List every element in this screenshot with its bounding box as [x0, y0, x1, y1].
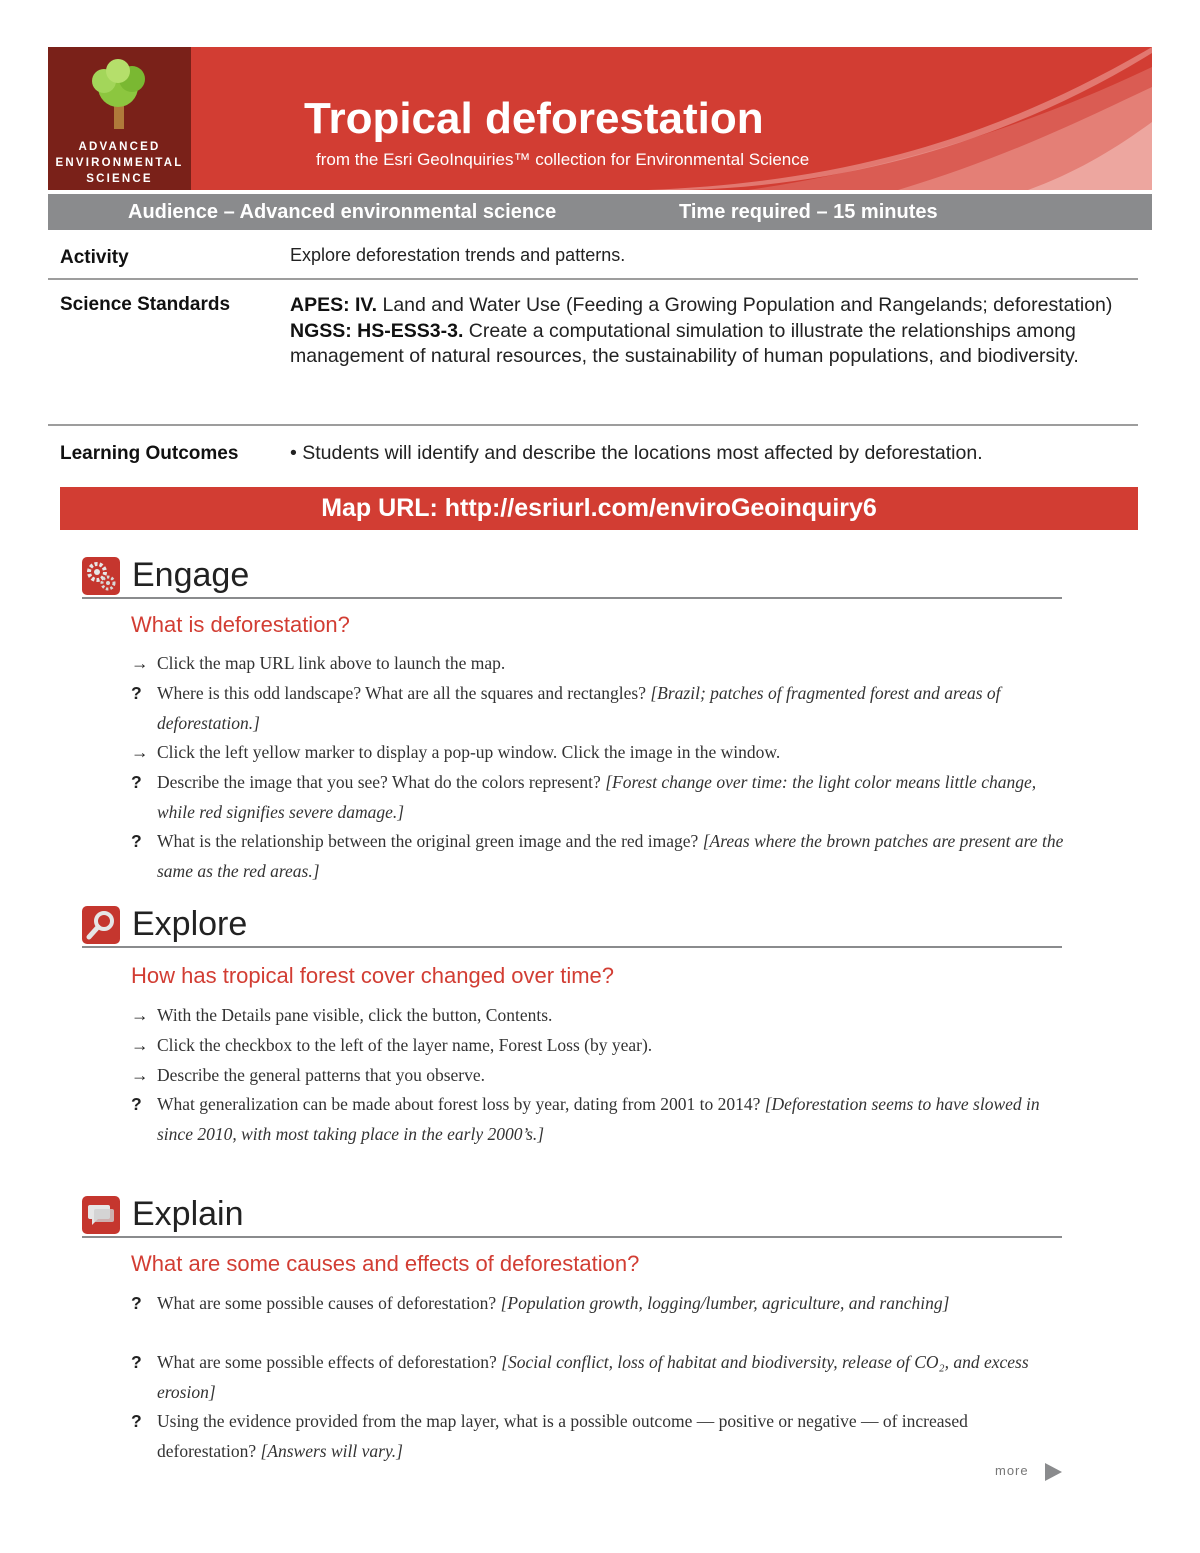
bullet-arrow: → [131, 653, 149, 673]
item-answer: [Forest change over time: the light color means little change, while red signifies severe damage.] [157, 772, 1037, 822]
item-text: What is the relationship between the original green image and the red image? [157, 831, 703, 851]
item-text: Using the evidence provided from the map layer, what is a possible outcome — positive or negative — of increased deforestation? [157, 1411, 968, 1461]
ngss-standard [290, 319, 1136, 370]
logo-line: ENVIRONMENTAL [55, 157, 184, 169]
item-text: Where is this odd landscape? What are all the squares and rectangles? [157, 683, 651, 703]
item-text: What generalization can be made about forest loss by year, dating from 2001 to 2014? [157, 1094, 765, 1114]
engage-section-header [82, 553, 1062, 599]
apes-standard [290, 293, 1136, 319]
logo-line: ADVANCED [78, 141, 161, 153]
audience-label: Audience – Advanced environmental science [128, 201, 557, 223]
item-text: Click the map URL link above to launch the map. [157, 653, 506, 673]
play-arrow-icon[interactable] [1042, 1461, 1064, 1483]
activity-row [48, 240, 1138, 280]
gears-icon [82, 557, 120, 595]
explain-question: What are some causes and effects of deforestation? [131, 1251, 640, 1276]
ngss-text: Create a computational simulation to illustrate the relationships among management of natural resources, the sustainability of human populations, and biodiversity. [290, 319, 1079, 367]
science-standards-row [48, 288, 1138, 426]
engage-title: Engage [132, 556, 250, 594]
bullet-arrow: → [131, 742, 149, 762]
activity-label: Activity [60, 247, 129, 268]
item-answer: [Areas where the brown patches are present are the same as the red areas.] [157, 831, 1064, 881]
more-label[interactable]: more [995, 1463, 1029, 1478]
bullet-question: ? [131, 1352, 142, 1372]
bullet-question: ? [131, 1293, 142, 1313]
item-text: With the Details pane visible, click the button, Contents. [157, 1005, 553, 1025]
logo-line: SCIENCE [86, 173, 153, 185]
item-text: Click the checkbox to the left of the layer name, Forest Loss (by year). [157, 1035, 653, 1055]
explore-question: How has tropical forest cover changed over time? [131, 963, 615, 988]
bullet-question: ? [131, 831, 142, 851]
learning-outcomes-row [48, 436, 1138, 476]
activity-value: Explore deforestation trends and patterns. [290, 245, 626, 265]
item-text: What are some possible causes of deforestation? [157, 1293, 501, 1313]
learning-outcomes-value: • Students will identify and describe the locations most affected by deforestation. [290, 442, 983, 464]
time-required-label: Time required – 15 minutes [679, 201, 938, 223]
item-answer: [Brazil; patches of fragmented forest and areas of deforestation.] [157, 683, 1001, 733]
explain-title: Explain [132, 1195, 244, 1233]
bullet-question: ? [131, 1094, 142, 1114]
bullet-arrow: → [131, 1035, 149, 1055]
item-text: Describe the general patterns that you observe. [157, 1065, 485, 1085]
item-answer: [Deforestation seems to have slowed in since 2010, with most taking place in the early 2000’s.] [157, 1094, 1040, 1144]
explain-section-header [82, 1192, 1062, 1238]
explore-section-header [82, 902, 1062, 948]
speech-bubbles-icon [82, 1196, 120, 1234]
info-bar [48, 194, 1152, 230]
ngss-code: NGSS: HS-ESS3-3. [290, 319, 464, 342]
science-standards-label: Science Standards [60, 294, 231, 315]
explore-title: Explore [132, 905, 248, 943]
item-answer: [Population growth, logging/lumber, agriculture, and ranching] [500, 1293, 950, 1313]
learning-outcomes-label: Learning Outcomes [60, 443, 239, 464]
item-answer: [Answers will vary.] [260, 1440, 403, 1461]
bullet-question: ? [131, 1411, 142, 1431]
tree-icon [48, 57, 191, 137]
page-title: Tropical deforestation [304, 94, 764, 143]
map-url-link[interactable]: Map URL: http://esriurl.com/enviroGeoinquiry6 [60, 487, 1138, 530]
apes-code: APES: IV. [290, 294, 378, 316]
item-text: Click the left yellow marker to display a pop-up window. Click the image in the window. [157, 742, 781, 762]
item-text: Describe the image that you see? What do the colors represent? [157, 772, 606, 792]
logo-text [48, 139, 191, 187]
page-subtitle: from the Esri GeoInquiries™ collection for Environmental Science [316, 150, 810, 169]
logo [48, 47, 191, 190]
bullet-arrow: → [131, 1065, 149, 1085]
engage-question: What is deforestation? [131, 612, 350, 637]
bullet-arrow: → [131, 1005, 149, 1025]
science-standards-value [290, 293, 1136, 370]
bullet-question: ? [131, 772, 142, 792]
magnifier-icon [82, 906, 120, 944]
item-text: What are some possible effects of deforestation? [157, 1352, 502, 1372]
bullet-question: ? [131, 683, 142, 703]
item-answer: [Social conflict, loss of habitat and biodiversity, release of CO₂, and excess erosion] [157, 1352, 1029, 1402]
apes-text: Land and Water Use (Feeding a Growing Population and Rangelands; deforestation) [377, 294, 1113, 316]
header-banner [48, 47, 1152, 190]
